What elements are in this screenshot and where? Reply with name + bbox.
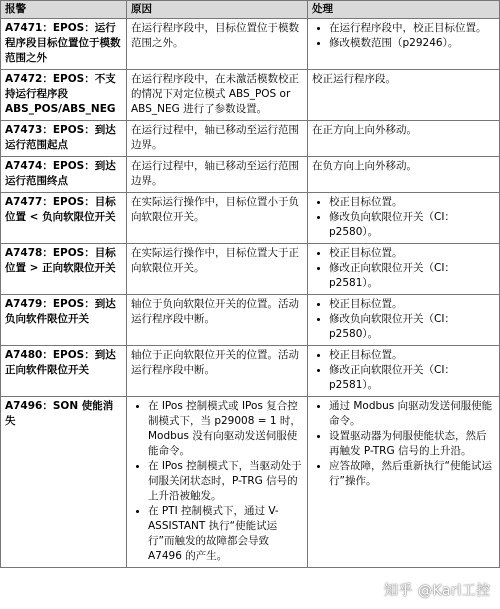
cause-cell	[127, 295, 308, 346]
action-cell	[308, 157, 500, 193]
action-item: • 通过 Modbus 向驱动发送伺服使能命令。	[329, 399, 495, 429]
cause-cell	[127, 157, 308, 193]
table-row	[1, 70, 500, 121]
table-row	[1, 19, 500, 70]
alarm-cell: A7471：EPOS：运行程序段目标位置位于模数范围之外	[1, 19, 127, 70]
action-cell	[308, 244, 500, 295]
watermark: 知乎 @Karl工控	[384, 583, 491, 599]
action-list	[312, 21, 495, 51]
cause-cell	[127, 193, 308, 244]
action-item: • 校正目标位置。	[329, 195, 495, 210]
action-item: • 在运行程序段中，校正目标位置。	[329, 21, 495, 36]
cause-cell	[127, 70, 308, 121]
action-item: • 设置驱动器为伺服使能状态，然后再触发 P-TRG 信号的上升沿。	[329, 429, 495, 459]
alarm-cell: A7480：EPOS：到达正向软件限位开关	[1, 346, 127, 397]
table-row	[1, 193, 500, 244]
action-item: • 修改正向软限位开关（CI：p2581）。	[329, 261, 495, 291]
action-text: 在正方向上向外移动。	[312, 124, 417, 136]
cause-text: 轴位于负向软限位开关的位置。活动运行程序段中断。	[131, 298, 299, 325]
cause-cell	[127, 244, 308, 295]
action-list	[312, 297, 495, 342]
cause-list	[131, 399, 303, 564]
action-cell	[308, 70, 500, 121]
cause-cell	[127, 121, 308, 157]
cause-text: 在实际运行操作中，目标位置大于正向软限位开关。	[131, 247, 299, 274]
action-item: • 修改正向软限位开关（CI：p2581）。	[329, 363, 495, 393]
alarm-cell: A7477：EPOS：目标位置 < 负向软限位开关	[1, 193, 127, 244]
table-row	[1, 346, 500, 397]
alarm-cell: A7496：SON 使能消失	[1, 397, 127, 568]
action-item: • 应答故障，然后重新执行“使能试运行”操作。	[329, 459, 495, 489]
table-row	[1, 121, 500, 157]
cause-text: 在运行过程中，轴已移动至运行范围边界。	[131, 124, 299, 151]
action-item: • 校正目标位置。	[329, 348, 495, 363]
action-item: • 校正目标位置。	[329, 246, 495, 261]
action-cell	[308, 397, 500, 568]
action-item: • 校正目标位置。	[329, 297, 495, 312]
cause-text: 轴位于正向软限位开关的位置。活动运行程序段中断。	[131, 349, 299, 376]
action-list	[312, 195, 495, 240]
alarm-cell: A7478：EPOS：目标位置 > 正向软限位开关	[1, 244, 127, 295]
table-header-row	[1, 1, 500, 19]
alarm-cell: A7474：EPOS：到达运行范围终点	[1, 157, 127, 193]
cause-cell	[127, 346, 308, 397]
header-cause: 原因	[127, 1, 308, 19]
table-row	[1, 295, 500, 346]
action-list	[312, 399, 495, 489]
cause-item: • 在 PTI 控制模式下，通过 V-ASSISTANT 执行“使能试运行”而触发的故障都会导致 A7496 的产生。	[148, 504, 303, 564]
cause-text: 在运行程序段中，在未激活模数校正的情况下对定位模式 ABS_POS or ABS_NEG 进行了参数设置。	[131, 73, 299, 115]
action-list	[312, 246, 495, 291]
header-alarm: 报警	[1, 1, 127, 19]
cause-item: • 在 IPos 控制模式或 IPos 复合控制模式下，当 p29008 = 1 时，Modbus 没有向驱动发送伺服使能命令。	[148, 399, 303, 459]
cause-cell	[127, 397, 308, 568]
action-item: • 修改负向软限位开关（CI：p2580）。	[329, 312, 495, 342]
cause-text: 在实际运行操作中，目标位置小于负向软限位开关。	[131, 196, 299, 223]
header-action: 处理	[308, 1, 500, 19]
cause-item: • 在 IPos 控制模式下，当驱动处于伺服关闭状态时，P-TRG 信号的上升沿被触发。	[148, 459, 303, 504]
action-item: • 修改负向软限位开关（CI：p2580）。	[329, 210, 495, 240]
action-cell	[308, 19, 500, 70]
action-cell	[308, 193, 500, 244]
table-row	[1, 397, 500, 568]
action-cell	[308, 295, 500, 346]
action-cell	[308, 121, 500, 157]
action-cell	[308, 346, 500, 397]
alarm-cell: A7472：EPOS：不支持运行程序段 ABS_POS/ABS_NEG	[1, 70, 127, 121]
table-row	[1, 157, 500, 193]
alarm-cell: A7473：EPOS：到达运行范围起点	[1, 121, 127, 157]
table-row	[1, 244, 500, 295]
cause-cell	[127, 19, 308, 70]
action-item: • 修改模数范围（p29246）。	[329, 36, 495, 51]
alarm-cell: A7479：EPOS：到达负向软件限位开关	[1, 295, 127, 346]
action-list	[312, 348, 495, 393]
action-text: 在负方向上向外移动。	[312, 160, 417, 172]
cause-text: 在运行程序段中，目标位置位于模数范围之外。	[131, 22, 299, 49]
cause-text: 在运行过程中，轴已移动至运行范围边界。	[131, 160, 299, 187]
action-text: 校正运行程序段。	[312, 73, 396, 85]
